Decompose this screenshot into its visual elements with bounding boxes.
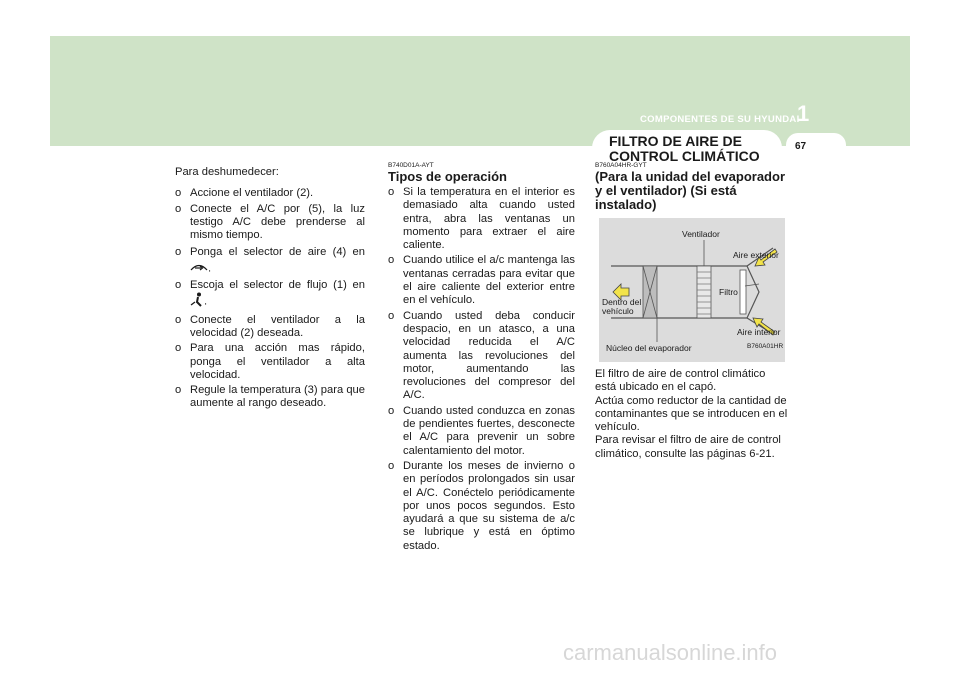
- list-item: o Accione el ventilador (2).: [175, 187, 314, 200]
- intro-text: Para deshumedecer:: [175, 166, 279, 178]
- inside-air-label: Aire interior: [737, 327, 781, 337]
- section-code: B740D01A-AYT: [388, 162, 434, 169]
- column-filter: [595, 162, 788, 461]
- column-dehumidify: [175, 166, 365, 411]
- header-band: [50, 36, 910, 146]
- section-heading: Tipos de operación: [388, 169, 507, 184]
- list-item: o Conecte el A/C por (5), la luz testigo A/C debe prenderse al mismo tiempo.: [175, 202, 365, 242]
- list-item: o Conecte el ventilador a la velocidad (2) deseada.: [175, 313, 365, 339]
- list-item: o Si la temperatura en el interior es demasiado alta cuando usted entra, abra las ventanas un momento para extraer el aire caliente.: [388, 186, 575, 252]
- tab-title: FILTRO DE AIRE DE CONTROL CLIMÁTICO: [609, 133, 760, 164]
- paragraph: Actúa como reductor de la cantidad de contaminantes que se introducen en el vehículo.: [595, 394, 788, 434]
- list-item: o Durante los meses de invierno o en períodos prolongados sin usar el A/C. Conéctelo periódicamente por unos pocos segundos. Esto ayudará a que su sistema de a/c se lubrique y está en óptimo estado.: [388, 459, 575, 552]
- figure-code: B760A01HR: [747, 343, 784, 350]
- inside-vehicle-label: Dentro del vehículo: [602, 297, 642, 316]
- list-item: o Cuando usted conduzca en zonas de pendientes fuertes, desconecte el A/C para prevenir un sobre calentamiento del motor.: [388, 404, 575, 457]
- list-item: o Para una acción mas rápido, ponga el ventilador a alta velocidad.: [175, 342, 365, 381]
- section-title: COMPONENTES DE SU HYUNDAI: [640, 114, 800, 125]
- column-operation: [388, 162, 575, 553]
- section-heading: (Para la unidad del evaporador y el ventilador) (Si está instalado): [595, 169, 785, 212]
- fresh-air-icon: [190, 260, 208, 277]
- paragraph: Para revisar el filtro de aire de control climático, consulte las páginas 6-21.: [595, 434, 781, 460]
- list-item: o Cuando utilice el a/c mantenga las ventanas cerradas para evitar que el aire caliente del exterior entre en el vehículo.: [388, 254, 575, 307]
- outside-air-label: Aire exterior: [733, 250, 779, 260]
- list-item: o Ponga el selector de aire (4) en .: [175, 246, 365, 277]
- floor-vent-icon: [190, 292, 204, 311]
- evaporator-label: Núcleo del evaporador: [606, 343, 692, 353]
- fan-label: Ventilador: [682, 229, 720, 239]
- paragraph: El filtro de aire de control climático está ubicado en el capó.: [595, 368, 766, 394]
- list-item: o Cuando usted deba conducir despacio, en un atasco, a una velocidad reducida el A/C aumenta las revoluciones del motor, aumentando las revoluciones del compresor del A/C.: [388, 309, 575, 402]
- page-number: 67: [795, 141, 807, 152]
- chapter-number: 1: [797, 101, 810, 126]
- watermark: carmanualsonline.info: [563, 640, 778, 665]
- list-item: o Escoja el selector de flujo (1) en .: [175, 279, 365, 312]
- section-code: B760A04HR-GYT: [595, 162, 647, 169]
- list-item: o Regule la temperatura (3) para que aumente al rango deseado.: [175, 384, 365, 410]
- filter-label: Filtro: [719, 287, 738, 297]
